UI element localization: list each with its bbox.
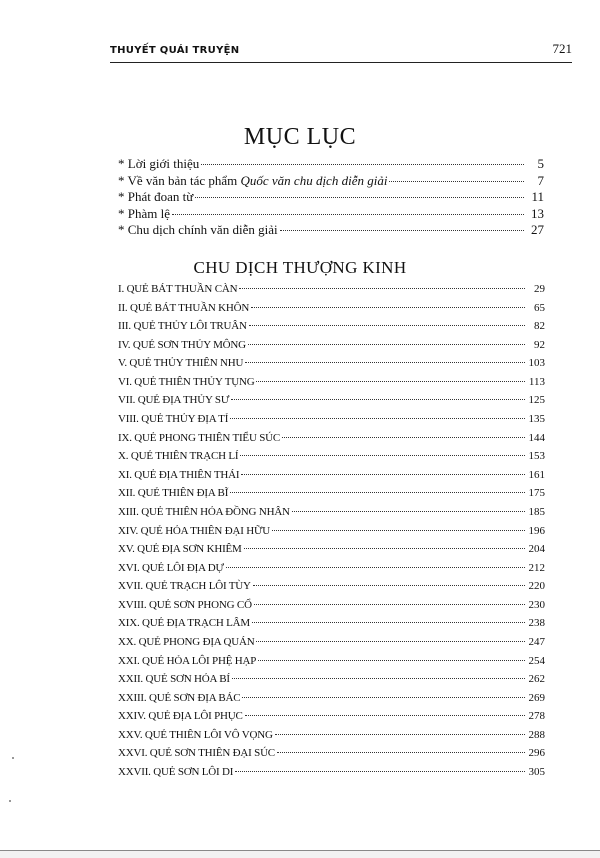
chapter-label: XIII. QUẺ THIÊN HỎA ĐỒNG NHÂN: [118, 505, 290, 518]
toc-entry-text: Chu dịch chính văn diễn giải: [127, 222, 278, 238]
dot-leader: [254, 604, 525, 605]
chapter-label: XVII. QUẺ TRẠCH LÔI TÙY: [118, 580, 251, 593]
dot-leader: [389, 181, 524, 182]
toc-chapter-entry: [118, 617, 545, 636]
chapter-page: 29: [534, 283, 545, 295]
chapter-label: XV. QUẺ ĐỊA SƠN KHIÊM: [118, 543, 242, 556]
bullet-mark: *: [118, 205, 125, 221]
section-title: CHU DỊCH THƯỢNG KINH: [193, 258, 407, 277]
toc-chapter-list: [118, 283, 545, 785]
dot-leader: [230, 418, 525, 419]
toc-intro-entry: [118, 189, 544, 206]
chapter-label: XXVII. QUẺ SƠN LÔI DI: [118, 766, 234, 779]
toc-intro-entry: [118, 222, 544, 239]
dot-leader: [172, 214, 524, 215]
dot-leader: [249, 325, 525, 326]
chapter-label: XXI. QUẺ HỎA LÔI PHỆ HẠP: [118, 654, 257, 667]
chapter-page: 305: [528, 766, 545, 779]
chapter-page: 262: [528, 673, 545, 686]
chapter-page: 296: [528, 747, 545, 760]
toc-entry-label: [118, 206, 170, 222]
chapter-label: XX. QUẺ PHONG ĐỊA QUÁN: [118, 635, 255, 648]
toc-entry-label: [118, 222, 278, 238]
page-bottom-edge: [0, 850, 600, 858]
dot-leader: [248, 344, 525, 345]
chapter-label: IX. QUẺ PHONG THIÊN TIỂU SÚC: [118, 431, 281, 444]
dot-leader: [226, 567, 525, 568]
chapter-label: XII. QUẺ THIÊN ĐỊA BĨ: [118, 487, 229, 500]
toc-chapter-entry: [118, 487, 545, 506]
toc-entry-page: 13: [531, 205, 544, 221]
dot-leader: [277, 752, 525, 753]
toc-entry-text: Lời giới thiệu: [127, 156, 200, 171]
chapter-page: 196: [528, 524, 545, 537]
dot-leader: [251, 307, 525, 308]
toc-entry-text: Phát đoan từ: [127, 189, 194, 205]
bullet-mark: *: [118, 172, 125, 188]
toc-chapter-entry: [118, 302, 545, 321]
dot-leader: [230, 492, 525, 493]
bullet-mark: *: [118, 189, 125, 205]
toc-entry-text: Về văn bản tác phẩm: [127, 172, 241, 188]
chapter-label: II. QUẺ BÁT THUẦN KHÔN: [118, 301, 250, 314]
chapter-page: 125: [528, 394, 545, 407]
toc-chapter-entry: [118, 357, 545, 376]
chapter-page: 238: [528, 617, 545, 630]
page-number: 721: [552, 41, 572, 56]
chapter-label: X. QUẺ THIÊN TRẠCH LÍ: [118, 450, 239, 463]
dot-leader: [241, 474, 525, 475]
chapter-label: XXIII. QUẺ SƠN ĐỊA BÁC: [118, 691, 241, 704]
toc-chapter-entry: [118, 766, 545, 785]
toc-chapter-entry: [118, 432, 545, 451]
dot-leader: [195, 197, 524, 198]
bullet-mark: *: [118, 156, 125, 171]
toc-chapter-entry: [118, 655, 545, 674]
dot-leader: [201, 164, 524, 165]
chapter-label: VIII. QUẺ THỦY ĐỊA TỈ: [118, 413, 229, 426]
toc-chapter-entry: [118, 450, 545, 469]
toc-chapter-entry: [118, 692, 545, 711]
dot-leader: [245, 362, 525, 363]
chapter-page: 92: [534, 338, 545, 351]
toc-chapter-entry: [118, 562, 545, 581]
chapter-page: 220: [528, 580, 545, 593]
dot-leader: [282, 437, 525, 438]
chapter-label: I. QUẺ BÁT THUẦN CÀN: [118, 283, 238, 295]
chapter-label: V. QUẺ THỦY THIÊN NHU: [118, 357, 244, 370]
toc-entry-page: 11: [531, 189, 544, 205]
chapter-page: 82: [534, 320, 545, 333]
toc-intro-entry: [118, 156, 544, 173]
dot-leader: [256, 641, 525, 642]
chapter-label: IV. QUẺ SƠN THỦY MÔNG: [118, 338, 246, 351]
chapter-label: XVIII. QUẺ SƠN PHONG CỔ: [118, 598, 252, 611]
dot-leader: [252, 622, 525, 623]
toc-intro-entry: [118, 206, 544, 223]
running-header: [110, 38, 572, 63]
toc-chapter-entry: [118, 599, 545, 618]
toc-chapter-entry: [118, 710, 545, 729]
toc-chapter-entry: [118, 673, 545, 692]
chapter-label: XXVI. QUẺ SƠN THIÊN ĐẠI SÚC: [118, 747, 275, 760]
dot-leader: [242, 697, 525, 698]
dot-leader: [258, 660, 525, 661]
dot-leader: [245, 715, 525, 716]
toc-chapter-entry: [118, 543, 545, 562]
chapter-page: 161: [528, 468, 545, 481]
dot-leader: [275, 734, 525, 735]
toc-chapter-entry: [118, 747, 545, 766]
chapter-page: 113: [528, 375, 545, 388]
chapter-page: 230: [528, 598, 545, 611]
chapter-page: 278: [528, 710, 545, 723]
dot-leader: [280, 230, 524, 231]
chapter-page: 65: [534, 301, 545, 314]
toc-entry-label: [118, 156, 199, 172]
toc-entry-italic-title: Quốc văn chu dịch diễn giải: [240, 172, 388, 188]
chapter-label: XVI. QUẺ LÔI ĐỊA DỰ: [118, 561, 224, 574]
toc-chapter-entry: [118, 469, 545, 488]
toc-chapter-entry: [118, 339, 545, 358]
toc-chapter-entry: [118, 413, 545, 432]
chapter-page: 204: [528, 543, 545, 556]
chapter-label: XXII. QUẺ SƠN HỎA BÍ: [118, 673, 230, 686]
chapter-page: 269: [528, 691, 545, 704]
dot-leader: [272, 530, 525, 531]
dot-leader: [253, 585, 525, 586]
toc-chapter-entry: [118, 376, 545, 395]
toc-entry-page: 7: [537, 172, 544, 188]
chapter-page: 175: [528, 487, 545, 500]
toc-entry-label: [118, 173, 387, 189]
toc-entry-text: Phàm lệ: [127, 205, 170, 221]
dot-leader: [292, 511, 525, 512]
chapter-page: 212: [528, 561, 545, 574]
chapter-label: XXV. QUẺ THIÊN LÔI VÔ VỌNG: [118, 728, 273, 741]
chapter-label: VI. QUẺ THIÊN THỦY TỤNG: [118, 375, 255, 388]
chapter-page: 254: [528, 654, 545, 667]
toc-chapter-entry: [118, 636, 545, 655]
running-head-title: THUYẾT QUÁI TRUYỆN: [110, 45, 240, 56]
chapter-page: 247: [528, 635, 545, 648]
toc-chapter-entry: [118, 506, 545, 525]
toc-chapter-entry: [118, 525, 545, 544]
chapter-page: 185: [528, 505, 545, 518]
toc-chapter-entry: [118, 394, 545, 413]
chapter-page: 103: [528, 357, 545, 370]
scan-speck: [12, 757, 14, 759]
toc-entry-page: 5: [537, 156, 544, 171]
dot-leader: [231, 399, 525, 400]
dot-leader: [239, 288, 525, 289]
dot-leader: [256, 381, 525, 382]
toc-intro-entry: [118, 173, 544, 190]
toc-chapter-entry: [118, 283, 545, 302]
bullet-mark: *: [118, 222, 125, 238]
chapter-label: XIX. QUẺ ĐỊA TRẠCH LÂM: [118, 617, 250, 630]
chapter-page: 144: [528, 431, 545, 444]
chapter-label: III. QUẺ THỦY LÔI TRUÂN: [118, 320, 247, 333]
toc-chapter-entry: [118, 320, 545, 339]
chapter-label: XI. QUẺ ĐỊA THIÊN THÁI: [118, 468, 240, 481]
toc-entry-page: 27: [531, 222, 544, 238]
chapter-label: VII. QUẺ ĐỊA THỦY SƯ: [118, 394, 230, 407]
dot-leader: [244, 548, 525, 549]
dot-leader: [232, 678, 525, 679]
chapter-label: XXIV. QUẺ ĐỊA LÔI PHỤC: [118, 710, 243, 723]
toc-chapter-entry: [118, 729, 545, 748]
toc-title: MỤC LỤC: [243, 124, 357, 150]
toc-entry-label: [118, 189, 193, 205]
toc-intro-list: [118, 156, 544, 239]
scan-speck: [9, 800, 11, 802]
toc-chapter-entry: [118, 580, 545, 599]
dot-leader: [235, 771, 525, 772]
chapter-page: 135: [528, 413, 545, 426]
chapter-page: 153: [528, 450, 545, 463]
chapter-page: 288: [528, 728, 545, 741]
chapter-label: XIV. QUẺ HỎA THIÊN ĐẠI HỮU: [118, 524, 271, 537]
dot-leader: [240, 455, 525, 456]
